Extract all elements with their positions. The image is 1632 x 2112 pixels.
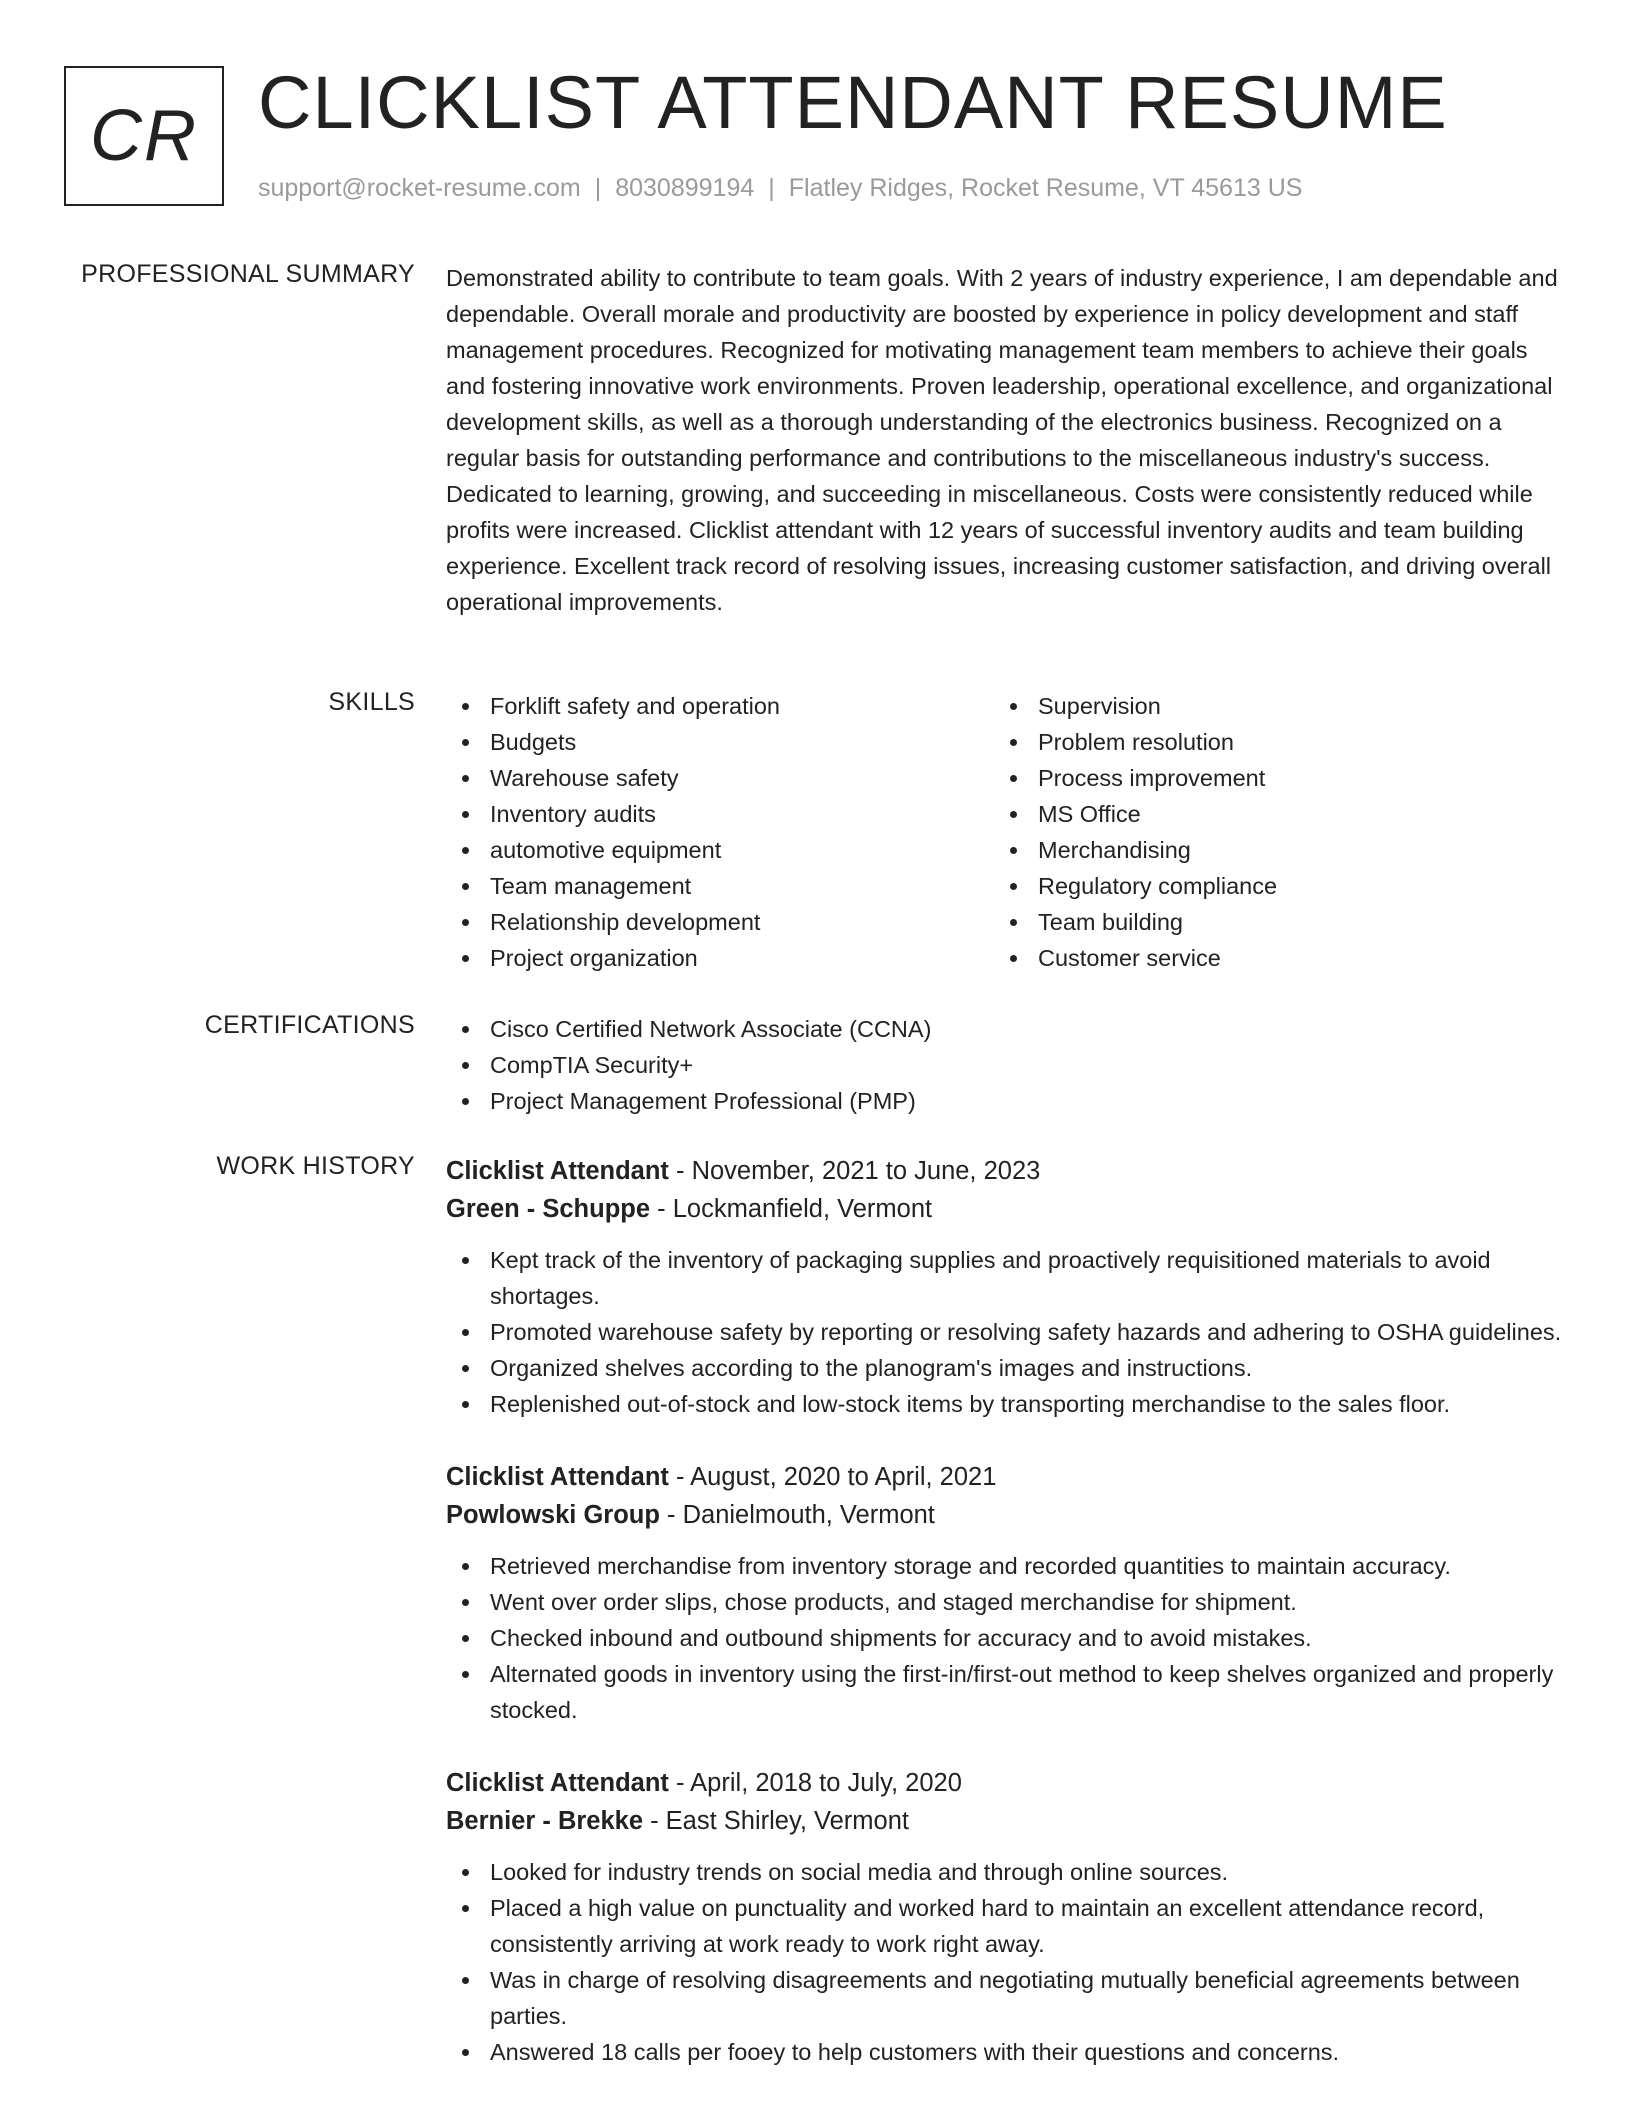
job-dates: - August, 2020 to April, 2021 xyxy=(668,1463,997,1491)
job-company: Bernier - Brekke xyxy=(446,1807,644,1835)
list-item: Inventory audits xyxy=(446,796,994,832)
list-item: Warehouse safety xyxy=(446,760,994,796)
contact-separator: | xyxy=(768,174,775,202)
job-company: Powlowski Group xyxy=(446,1501,660,1529)
contact-phone: 8030899194 xyxy=(615,174,755,202)
job-entry xyxy=(446,1152,1566,1422)
list-item: Supervision xyxy=(994,688,1542,724)
list-item: automotive equipment xyxy=(446,832,994,868)
job-title-line xyxy=(446,1152,1566,1190)
job-title-line xyxy=(446,1764,1566,1802)
contact-email: support@rocket-resume.com xyxy=(258,174,581,202)
job-title: Clicklist Attendant xyxy=(446,1769,669,1797)
job-title: Clicklist Attendant xyxy=(446,1463,669,1491)
certifications-list xyxy=(446,1011,1566,1119)
job-company-line xyxy=(446,1190,1566,1228)
list-item: Promoted warehouse safety by reporting or resolving safety hazards and adhering to OSHA guidelines. xyxy=(446,1314,1566,1350)
resume-title: CLICKLIST ATTENDANT RESUME xyxy=(258,61,1448,144)
list-item: Placed a high value on punctuality and worked hard to maintain an excellent attendance record, consistently arriving at work ready to work right away. xyxy=(446,1890,1566,1962)
list-item: Relationship development xyxy=(446,904,994,940)
list-item: Was in charge of resolving disagreements and negotiating mutually beneficial agreements between parties. xyxy=(446,1962,1566,2034)
list-item: Went over order slips, chose products, and staged merchandise for shipment. xyxy=(446,1584,1566,1620)
job-location: - Lockmanfield, Vermont xyxy=(650,1195,933,1223)
list-item: Problem resolution xyxy=(994,724,1542,760)
monogram-logo: CR xyxy=(64,66,224,206)
job-title-line xyxy=(446,1458,1566,1496)
list-item: Customer service xyxy=(994,940,1542,976)
skills-list-left xyxy=(446,688,994,976)
list-item: Alternated goods in inventory using the first-in/first-out method to keep shelves organized and properly stocked. xyxy=(446,1656,1566,1728)
job-bullets xyxy=(446,1548,1566,1728)
list-item: Merchandising xyxy=(994,832,1542,868)
list-item: Organized shelves according to the planogram's images and instructions. xyxy=(446,1350,1566,1386)
section-heading-summary: PROFESSIONAL SUMMARY xyxy=(81,260,415,288)
job-dates: - November, 2021 to June, 2023 xyxy=(668,1157,1041,1185)
job-company: Green - Schuppe xyxy=(446,1195,651,1223)
job-company-line xyxy=(446,1496,1566,1534)
list-item: Checked inbound and outbound shipments for accuracy and to avoid mistakes. xyxy=(446,1620,1566,1656)
contact-separator: | xyxy=(594,174,602,202)
list-item: Budgets xyxy=(446,724,994,760)
list-item: Forklift safety and operation xyxy=(446,688,994,724)
job-bullets xyxy=(446,1242,1566,1422)
certifications-body xyxy=(446,1011,1566,1119)
list-item: Regulatory compliance xyxy=(994,868,1542,904)
list-item: CompTIA Security+ xyxy=(446,1047,1566,1083)
contact-line xyxy=(258,174,1302,203)
job-location: - East Shirley, Vermont xyxy=(643,1807,909,1835)
list-item: Answered 18 calls per fooey to help customers with their questions and concerns. xyxy=(446,2034,1566,2070)
section-heading-certifications: CERTIFICATIONS xyxy=(204,1011,415,1039)
list-item: Kept track of the inventory of packaging supplies and proactively requisitioned materials to avoid shortages. xyxy=(446,1242,1566,1314)
list-item: Retrieved merchandise from inventory storage and recorded quantities to maintain accuracy. xyxy=(446,1548,1566,1584)
list-item: Looked for industry trends on social media and through online sources. xyxy=(446,1854,1566,1890)
list-item: Process improvement xyxy=(994,760,1542,796)
job-company-line xyxy=(446,1802,1566,1840)
section-heading-work-history: WORK HISTORY xyxy=(216,1152,415,1180)
list-item: Project Management Professional (PMP) xyxy=(446,1083,1566,1119)
list-item: Project organization xyxy=(446,940,994,976)
list-item: Team building xyxy=(994,904,1542,940)
list-item: Team management xyxy=(446,868,994,904)
skills-list-right xyxy=(994,688,1542,976)
job-location: - Danielmouth, Vermont xyxy=(659,1501,935,1529)
job-dates: - April, 2018 to July, 2020 xyxy=(668,1769,962,1797)
section-heading-skills: SKILLS xyxy=(328,688,415,716)
summary-text: Demonstrated ability to contribute to team goals. With 2 years of industry experience, I am dependable and dependable. Overall morale and productivity are boosted by experience in policy development and staff management procedures. Recognized for motivating management team members to achieve their goals and fostering innovative work environments. Proven leadership, operational excellence, and organizational development skills, as well as a thorough understanding of the electronics business. Recognized on a regular basis for outstanding performance and contributions to the miscellaneous industry's success. Dedicated to learning, growing, and succeeding in miscellaneous. Costs were consistently reduced while profits were increased. Clicklist attendant with 12 years of successful inventory audits and team building experience. Excellent track record of resolving issues, increasing customer satisfaction, and driving overall operational improvements. xyxy=(446,265,1558,615)
job-entry xyxy=(446,1458,1566,1728)
skills-body xyxy=(446,688,1566,976)
list-item: MS Office xyxy=(994,796,1542,832)
contact-address: Flatley Ridges, Rocket Resume, VT 45613 US xyxy=(788,174,1303,202)
work-history-body xyxy=(446,1152,1566,2106)
summary-body xyxy=(446,260,1566,620)
list-item: Cisco Certified Network Associate (CCNA) xyxy=(446,1011,1566,1047)
job-title: Clicklist Attendant xyxy=(446,1157,669,1185)
job-entry xyxy=(446,1764,1566,2070)
list-item: Replenished out-of-stock and low-stock items by transporting merchandise to the sales floor. xyxy=(446,1386,1566,1422)
job-bullets xyxy=(446,1854,1566,2070)
